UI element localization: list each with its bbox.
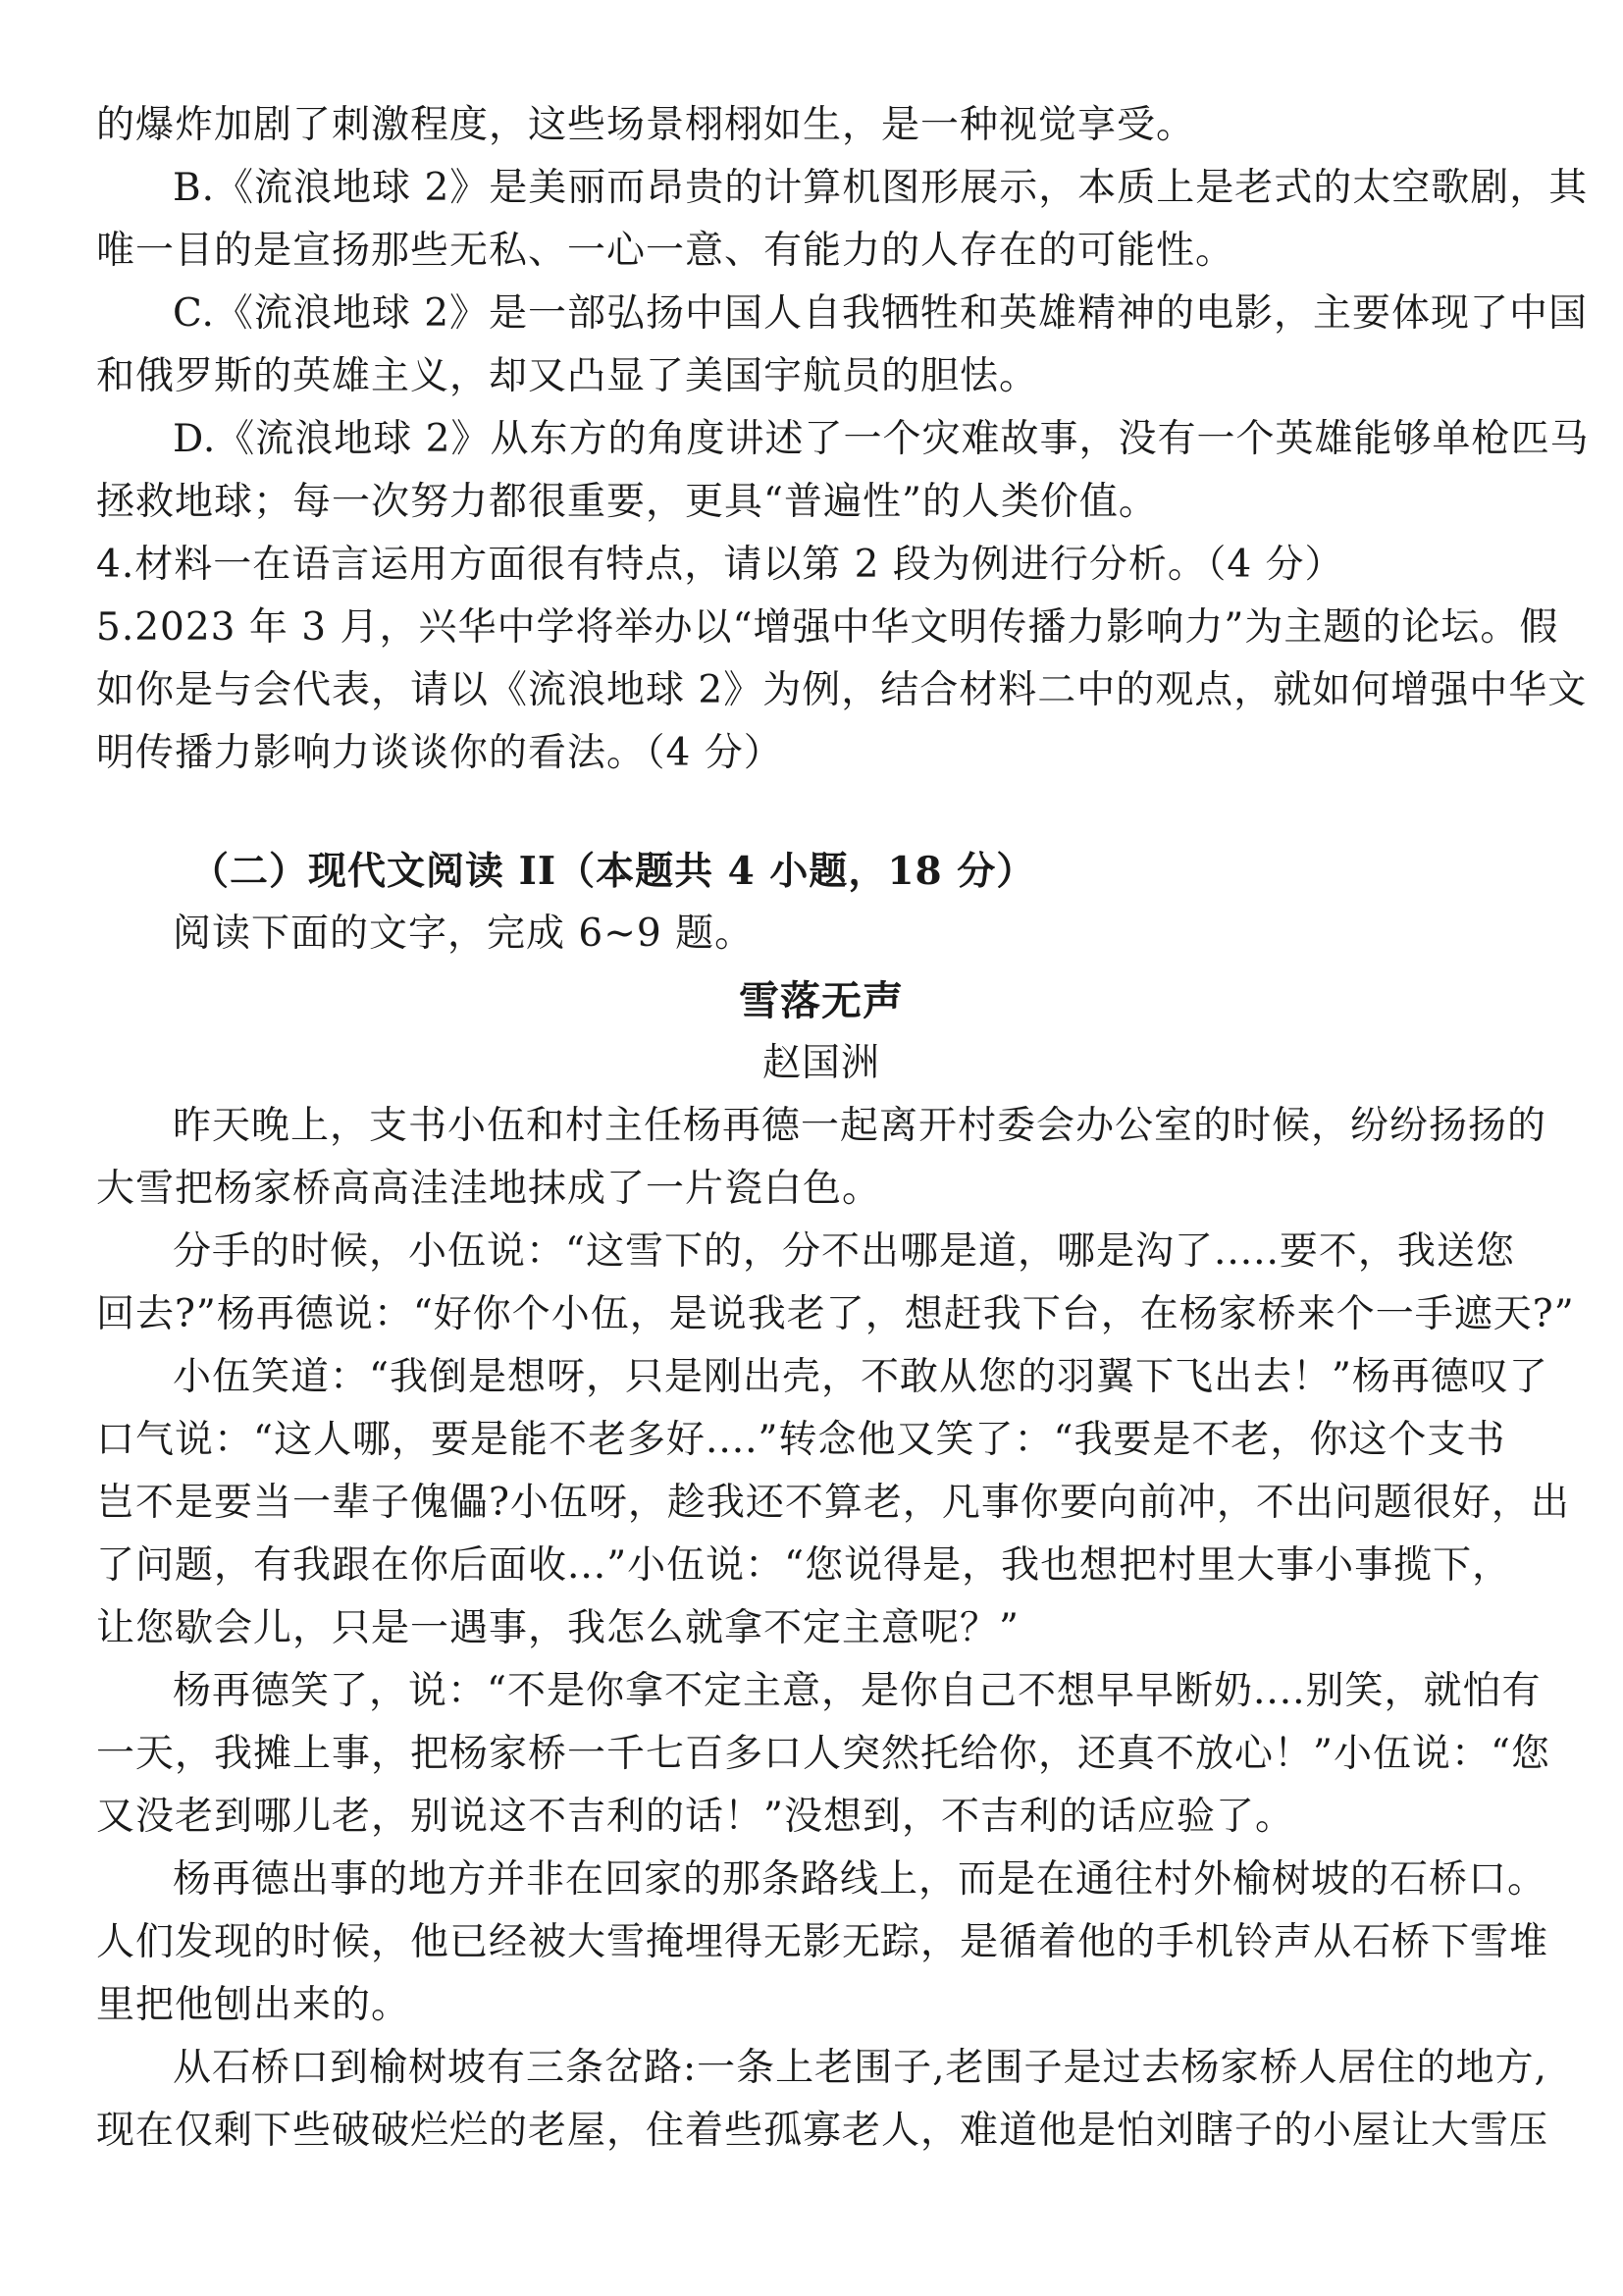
text-line: 从石桥口到榆树坡有三条岔路:一条上老围子,老围子是过去杨家桥人居住的地方, xyxy=(173,2046,1547,2090)
text-line: 拯救地球；每一次努力都很重要，更具“普遍性”的人类价值。 xyxy=(96,480,1158,524)
text-line: 岂不是要当一辈子傀儡?小伍呀，趁我还不算老，凡事你要向前冲，不出问题很好，出 xyxy=(96,1481,1570,1525)
text-line: 回去?”杨再德说：“好你个小伍，是说我老了，想赶我下台，在杨家桥来个一手遮天?” xyxy=(96,1292,1575,1336)
option-d xyxy=(96,408,1590,534)
text-line: 大雪把杨家桥高高洼洼地抹成了一片瓷白色。 xyxy=(96,1167,882,1211)
text-line: C.《流浪地球 2》是一部弘扬中国人自我牺牲和英雄精神的电影，主要体现了中国 xyxy=(173,291,1589,336)
story-paragraph-4 xyxy=(96,1660,1550,1849)
story-paragraph-2 xyxy=(96,1221,1575,1346)
text-line: 如你是与会代表，请以《流浪地球 2》为例，结合材料二中的观点，就如何增强中华文 xyxy=(96,668,1588,712)
text-line: 小伍笑道：“我倒是想呀，只是刚出壳，不敢从您的羽翼下飞出去！”杨再德叹了 xyxy=(173,1355,1548,1399)
text-line: 让您歇会儿，只是一遇事，我怎么就拿不定主意呢？” xyxy=(96,1606,1020,1650)
story-paragraph-6 xyxy=(96,2037,1549,2163)
text-line: 昨天晚上，支书小伍和村主任杨再德一起离开村委会办公室的时候，纷纷扬扬的 xyxy=(173,1104,1547,1148)
text-line: 口气说：“这人哪，要是能不老多好....”转念他又笑了：“我要是不老，你这个支书 xyxy=(96,1418,1506,1462)
story-title: 雪落无声 xyxy=(739,977,904,1024)
text-line: 了问题，有我跟在你后面收...”小伍说：“您说得是，我也想把村里大事小事揽下， xyxy=(96,1543,1512,1588)
question-5 xyxy=(96,597,1588,785)
section-2-instruction: 阅读下面的文字，完成 6~9 题。 xyxy=(173,912,755,956)
story-paragraph-1 xyxy=(96,1095,1546,1221)
text-line: 现在仅剩下些破破烂烂的老屋，住着些孤寡老人，难道他是怕刘瞎子的小屋让大雪压 xyxy=(96,2109,1549,2153)
text-line: 唯一目的是宣扬那些无私、一心一意、有能力的人存在的可能性。 xyxy=(96,229,1235,273)
section-2-heading: （二）现代文阅读 II（本题共 4 小题，18 分） xyxy=(190,849,1036,894)
text-line: 一天，我摊上事，把杨家桥一千七百多口人突然托给你，还真不放心！”小伍说：“您 xyxy=(96,1732,1550,1776)
text-line: 杨再德出事的地方并非在回家的那条路线上，而是在通往村外榆树坡的石桥口。 xyxy=(173,1857,1547,1902)
text-line: 又没老到哪儿老，别说这不吉利的话！”没想到，不吉利的话应验了。 xyxy=(96,1795,1294,1839)
option-c xyxy=(96,283,1589,408)
text-line: 4.材料一在语言运用方面很有特点，请以第 2 段为例进行分析。（4 分） xyxy=(96,543,1344,587)
text-line: 和俄罗斯的英雄主义，却又凸显了美国宇航员的胆怯。 xyxy=(96,354,1039,398)
story-paragraph-5 xyxy=(96,1849,1549,2037)
question-4 xyxy=(96,534,1546,597)
text-line: 5.2023 年 3 月，兴华中学将举办以“增强中华文明传播力影响力”为主题的论坛。假 xyxy=(96,605,1559,650)
story-paragraph-3 xyxy=(96,1346,1570,1660)
story-author: 赵国洲 xyxy=(761,1041,880,1085)
material1-tail xyxy=(96,94,1546,157)
text-line: 人们发现的时候，他已经被大雪掩埋得无影无踪，是循着他的手机铃声从石桥下雪堆 xyxy=(96,1920,1549,1964)
text-line: D.《流浪地球 2》从东方的角度讲述了一个灾难故事，没有一个英雄能够单枪匹马 xyxy=(173,417,1590,461)
text-line: 杨再德笑了，说：“不是你拿不定主意，是你自己不想早早断奶....别笑，就怕有 xyxy=(173,1669,1542,1713)
text-line: 明传播力影响力谈谈你的看法。（4 分） xyxy=(96,731,783,775)
document-page xyxy=(96,94,1590,2163)
option-b xyxy=(96,157,1589,283)
text-line: B.《流浪地球 2》是美丽而昂贵的计算机图形展示，本质上是老式的太空歌剧，其 xyxy=(173,166,1589,210)
text-line: 分手的时候，小伍说：“这雪下的，分不出哪是道，哪是沟了.....要不，我送您 xyxy=(173,1229,1515,1274)
text-line: 里把他刨出来的。 xyxy=(96,1983,411,2027)
text-line: 的爆炸加剧了刺激程度，这些场景栩栩如生，是一种视觉享受。 xyxy=(96,103,1196,147)
